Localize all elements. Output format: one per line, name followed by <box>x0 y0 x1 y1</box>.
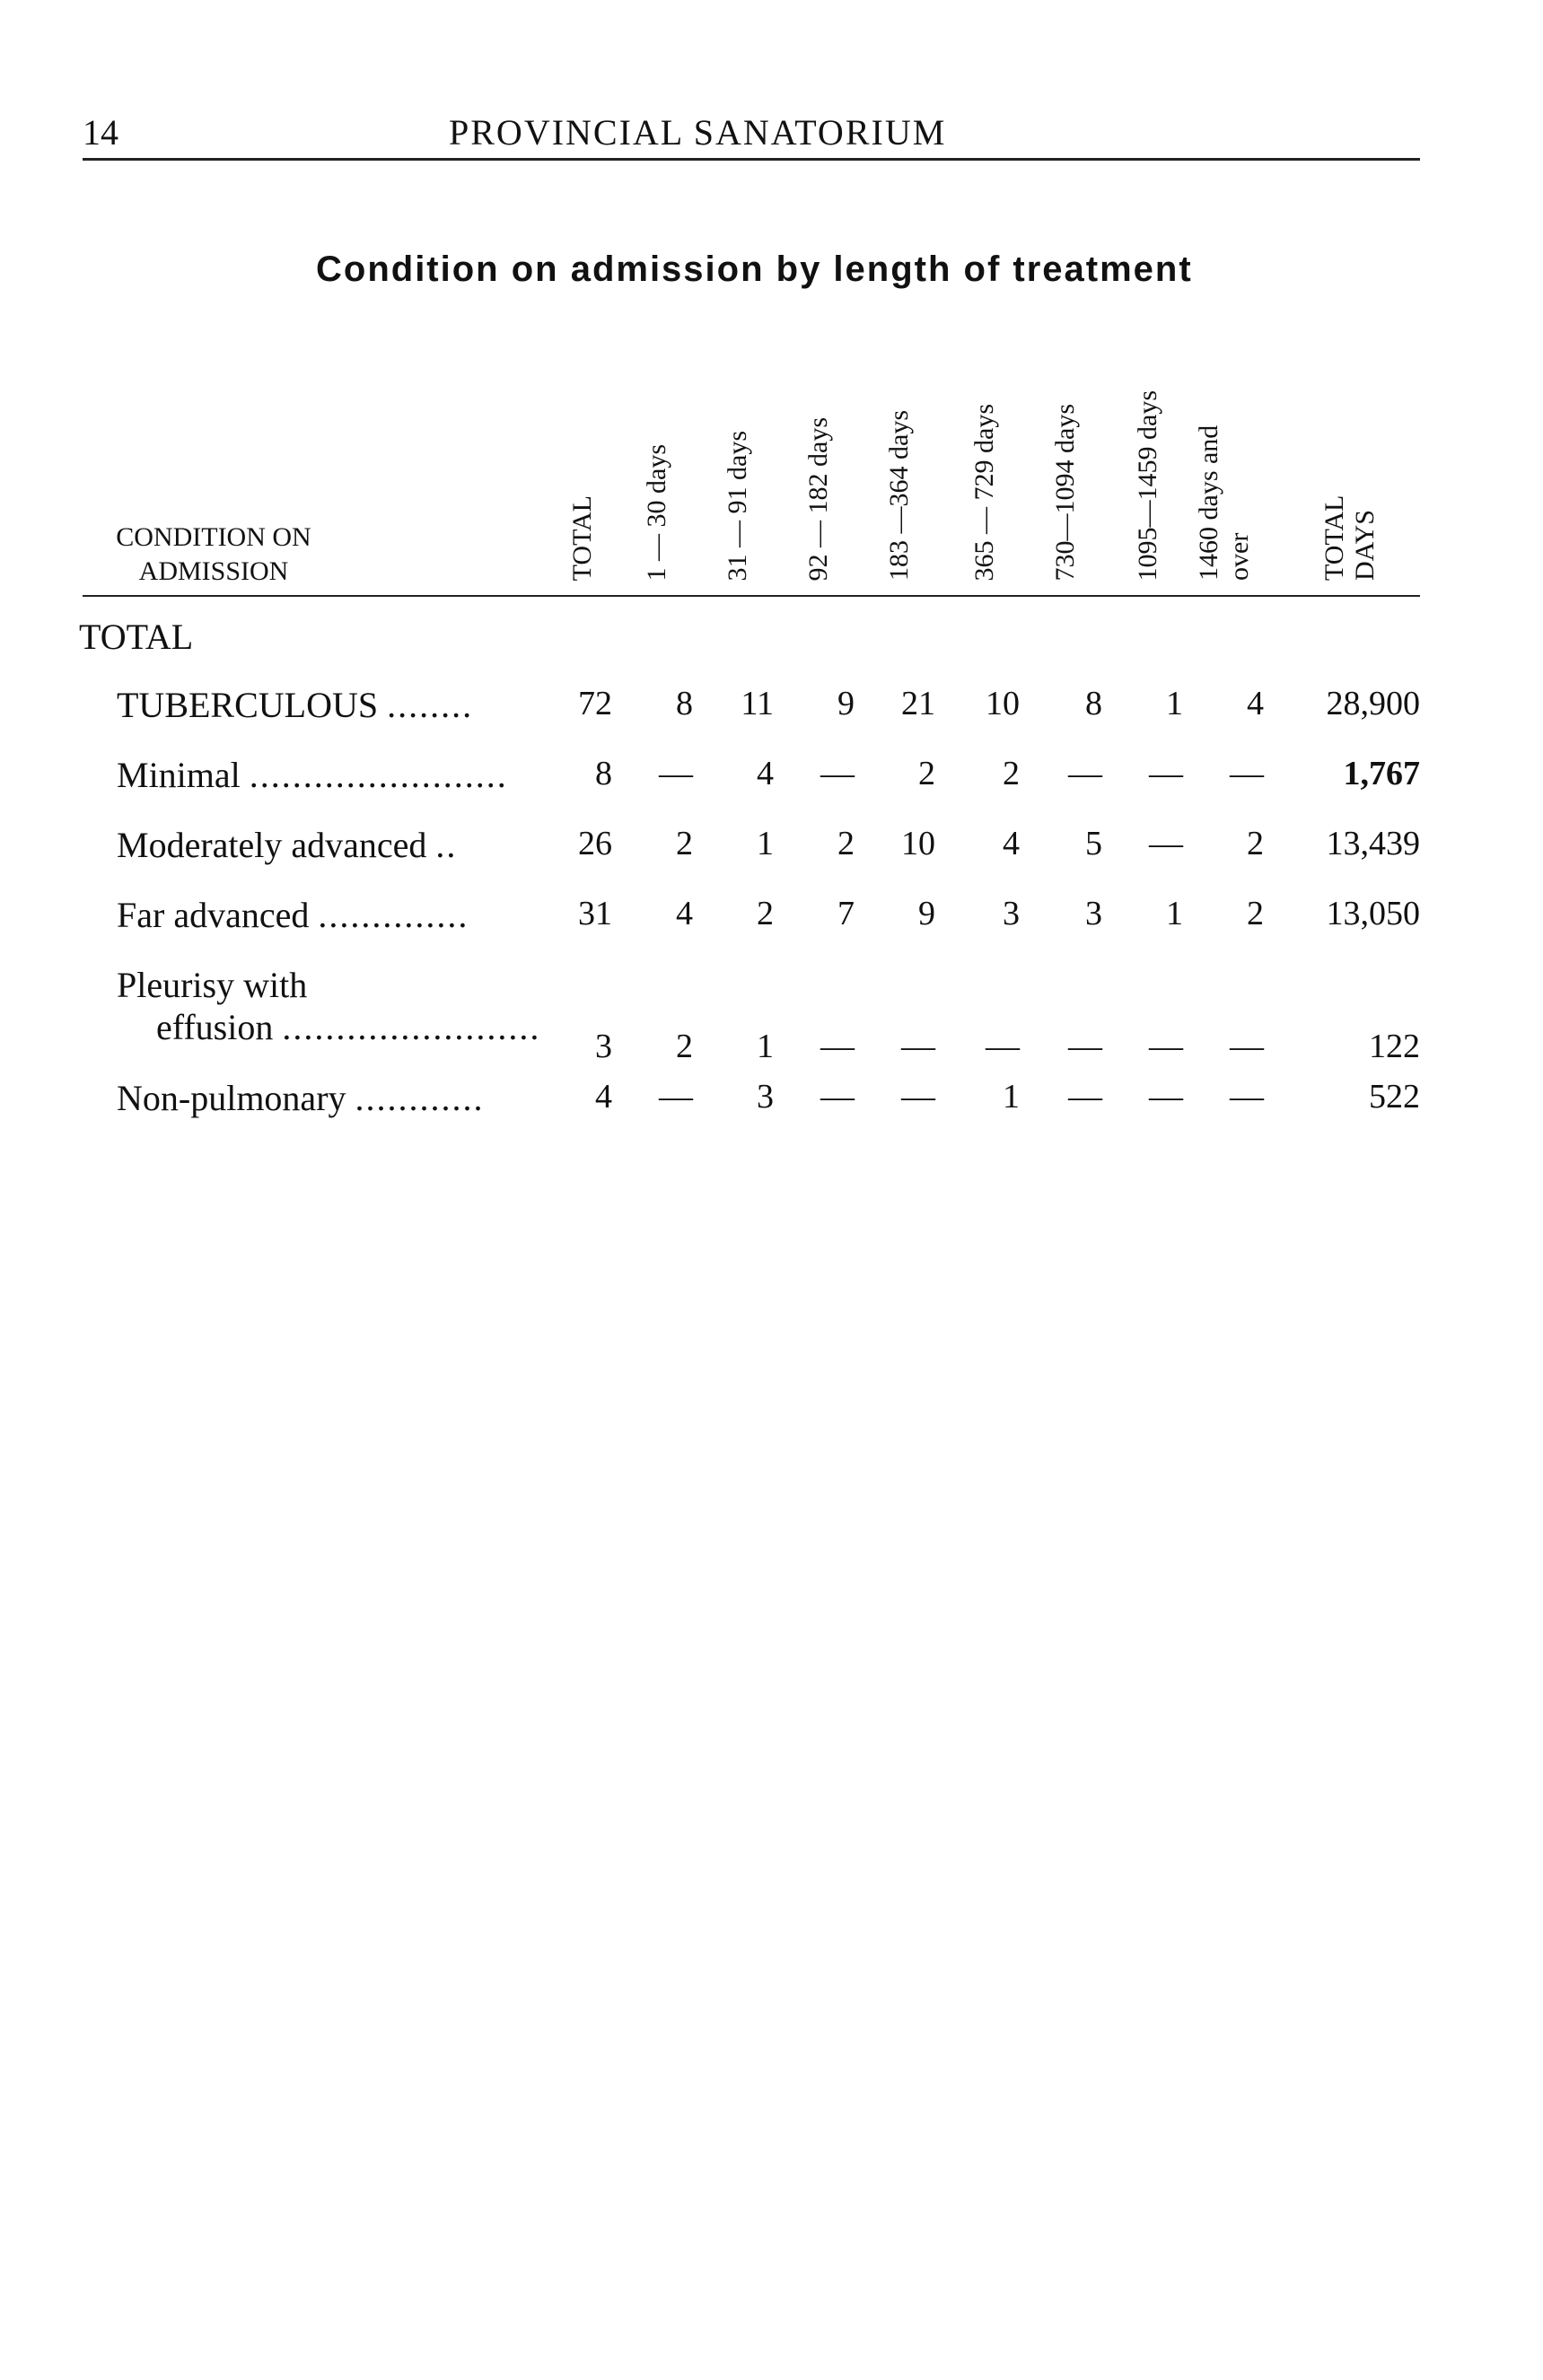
column-header-1095-1459-days: 1095—1459 days <box>1133 389 1162 581</box>
column-header-730-1094-days: 730—1094 days <box>1050 403 1080 581</box>
cell-31-91-days: 2 <box>757 895 774 932</box>
row-label-text: Moderately advanced <box>117 825 427 865</box>
cell-183-364-days: — <box>901 1028 935 1065</box>
cell-total: 26 <box>578 825 612 862</box>
cell-730-1094-days: 8 <box>1085 685 1102 722</box>
cell-1095-1459-days: — <box>1149 825 1183 862</box>
cell-1460-days-and-over: 2 <box>1247 895 1264 932</box>
cell-1460-days-and-over: — <box>1230 755 1264 792</box>
cell-31-91-days: 3 <box>757 1078 774 1116</box>
cell-730-1094-days: — <box>1068 755 1102 792</box>
table-row <box>0 684 1543 738</box>
table-title: Condition on admission by length of treatment <box>316 249 1193 289</box>
cell-total: 8 <box>595 755 612 792</box>
dot-leader: ........................ <box>249 755 508 795</box>
column-header-183-364-days: 183 —364 days <box>884 410 914 581</box>
cell-total: 4 <box>595 1078 612 1116</box>
cell-1-30-days: — <box>659 755 693 792</box>
cell-92-182-days: 7 <box>837 895 855 932</box>
cell-total-days: 122 <box>1369 1028 1420 1065</box>
row-label-text: Pleurisy with <box>117 965 308 1005</box>
section-label-total: TOTAL <box>79 617 194 657</box>
column-header-rule <box>83 595 1420 597</box>
column-header-total: TOTAL <box>567 494 597 581</box>
cell-1095-1459-days: — <box>1149 755 1183 792</box>
cell-92-182-days: — <box>820 1028 855 1065</box>
cell-1095-1459-days: — <box>1149 1028 1183 1065</box>
dot-leader: .. <box>435 825 458 865</box>
row-label-text-2: effusion <box>156 1007 274 1047</box>
condition-header-line-2: ADMISSION <box>138 556 289 586</box>
cell-total: 31 <box>578 895 612 932</box>
cell-92-182-days: — <box>820 1078 855 1116</box>
dot-leader: .............. <box>318 895 469 935</box>
cell-365-729-days: 10 <box>986 685 1020 722</box>
column-header-1-30-days: 1 — 30 days <box>642 443 671 581</box>
cell-31-91-days: 1 <box>757 1028 774 1065</box>
cell-183-364-days: 2 <box>918 755 935 792</box>
cell-31-91-days: 1 <box>757 825 774 862</box>
cell-730-1094-days: 5 <box>1085 825 1102 862</box>
cell-183-364-days: 10 <box>901 825 935 862</box>
row-label-text: Minimal <box>117 755 241 795</box>
table-row <box>0 1077 1543 1131</box>
column-header-total-days: TOTAL DAYS <box>1319 495 1380 581</box>
cell-total-days: 522 <box>1369 1078 1420 1116</box>
row-label <box>117 1077 485 1119</box>
cell-92-182-days: — <box>820 755 855 792</box>
cell-730-1094-days: — <box>1068 1078 1102 1116</box>
row-label <box>117 894 469 936</box>
condition-header <box>79 521 348 589</box>
cell-365-729-days: 3 <box>1003 895 1020 932</box>
cell-365-729-days: 1 <box>1003 1078 1020 1116</box>
cell-total: 72 <box>578 685 612 722</box>
cell-total-days: 28,900 <box>1326 685 1420 722</box>
cell-31-91-days: 4 <box>757 755 774 792</box>
row-label-text: TUBERCULOUS <box>117 685 379 725</box>
header-rule <box>83 158 1420 161</box>
cell-1-30-days: 8 <box>676 685 693 722</box>
cell-1-30-days: 2 <box>676 1028 693 1065</box>
cell-92-182-days: 9 <box>837 685 855 722</box>
cell-1460-days-and-over: 4 <box>1247 685 1264 722</box>
cell-31-91-days: 11 <box>741 685 774 722</box>
cell-1-30-days: — <box>659 1078 693 1116</box>
dot-leader: ........................ <box>282 1007 541 1047</box>
cell-365-729-days: — <box>986 1028 1020 1065</box>
cell-730-1094-days: — <box>1068 1028 1102 1065</box>
table-row <box>0 824 1543 878</box>
column-header-92-182-days: 92 — 182 days <box>803 416 833 581</box>
row-label <box>117 684 473 726</box>
row-label-text: Far advanced <box>117 895 310 935</box>
cell-1460-days-and-over: — <box>1230 1078 1264 1116</box>
page-number: 14 <box>83 112 118 153</box>
table-row <box>0 754 1543 808</box>
cell-total-days: 13,439 <box>1326 825 1420 862</box>
cell-1095-1459-days: 1 <box>1166 685 1183 722</box>
cell-365-729-days: 4 <box>1003 825 1020 862</box>
row-label <box>117 754 508 796</box>
row-label <box>117 824 457 866</box>
cell-total-days: 13,050 <box>1326 895 1420 932</box>
cell-1-30-days: 2 <box>676 825 693 862</box>
row-label-continuation <box>117 1006 540 1048</box>
column-header-365-729-days: 365 — 729 days <box>969 403 999 581</box>
cell-183-364-days: 21 <box>901 685 935 722</box>
cell-92-182-days: 2 <box>837 825 855 862</box>
table-row <box>0 964 1543 1065</box>
cell-183-364-days: 9 <box>918 895 935 932</box>
column-header-31-91-days: 31 — 91 days <box>723 430 752 581</box>
cell-1460-days-and-over: — <box>1230 1028 1264 1065</box>
dot-leader: ........ <box>387 685 474 725</box>
condition-header-line-1: CONDITION ON <box>116 522 311 552</box>
column-header-1460-days-and-over: 1460 days and over <box>1194 424 1254 581</box>
cell-total: 3 <box>595 1028 612 1065</box>
cell-730-1094-days: 3 <box>1085 895 1102 932</box>
cell-1095-1459-days: 1 <box>1166 895 1183 932</box>
cell-1460-days-and-over: 2 <box>1247 825 1264 862</box>
dot-leader: ............ <box>355 1078 485 1118</box>
cell-total-days: 1,767 <box>1343 755 1420 792</box>
running-head: PROVINCIAL SANATORIUM <box>449 112 947 153</box>
cell-365-729-days: 2 <box>1003 755 1020 792</box>
cell-183-364-days: — <box>901 1078 935 1116</box>
table-row <box>0 894 1543 948</box>
cell-1-30-days: 4 <box>676 895 693 932</box>
cell-1095-1459-days: — <box>1149 1078 1183 1116</box>
row-label-text: Non-pulmonary <box>117 1078 346 1118</box>
row-label <box>117 964 540 1048</box>
